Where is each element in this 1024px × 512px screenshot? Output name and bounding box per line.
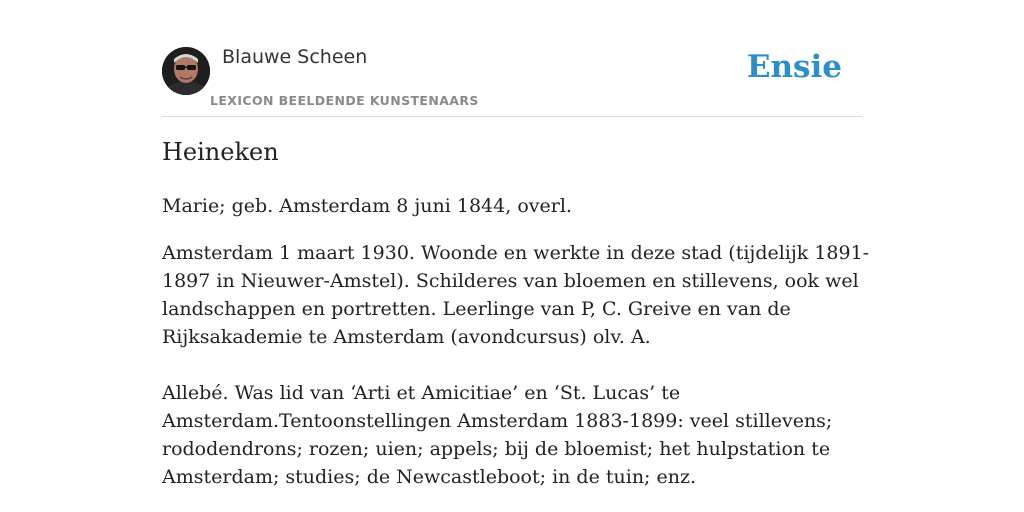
ensie-logo[interactable]: Ensie	[746, 49, 842, 85]
article-paragraph-1: Marie; geb. Amsterdam 8 juni 1844, overl.	[162, 195, 572, 217]
article-title: Heineken	[162, 138, 279, 166]
article-paragraph-3: Allebé. Was lid van ‘Arti et Amicitiae’ en ‘St. Lucas’ te Amsterdam.Tentoonstellingen Amsterdam 1883-1899: veel stillevens; rododendrons; rozen; uien; appels; bij de bloemist; het hulpstation te Amsterdam; studies; de Newcastleboot; in de tuin; enz.	[162, 382, 833, 488]
article-paragraph-2: Amsterdam 1 maart 1930. Woonde en werkte in deze stad (tijdelijk 1891-1897 in Nieuwer-Amstel). Schilderes van bloemen en stillevens, ook wel landschappen en portretten. Leerlinge van P, C. Greive en van de Rijksakademie te Amsterdam (avondcursus) olv. A.	[162, 242, 870, 348]
publication-name[interactable]: LEXICON BEELDENDE KUNSTENAARS	[210, 93, 479, 108]
avatar-photo-icon	[162, 47, 210, 95]
author-name[interactable]: Blauwe Scheen	[222, 46, 368, 68]
header	[162, 44, 862, 117]
author-avatar[interactable]	[162, 47, 210, 95]
